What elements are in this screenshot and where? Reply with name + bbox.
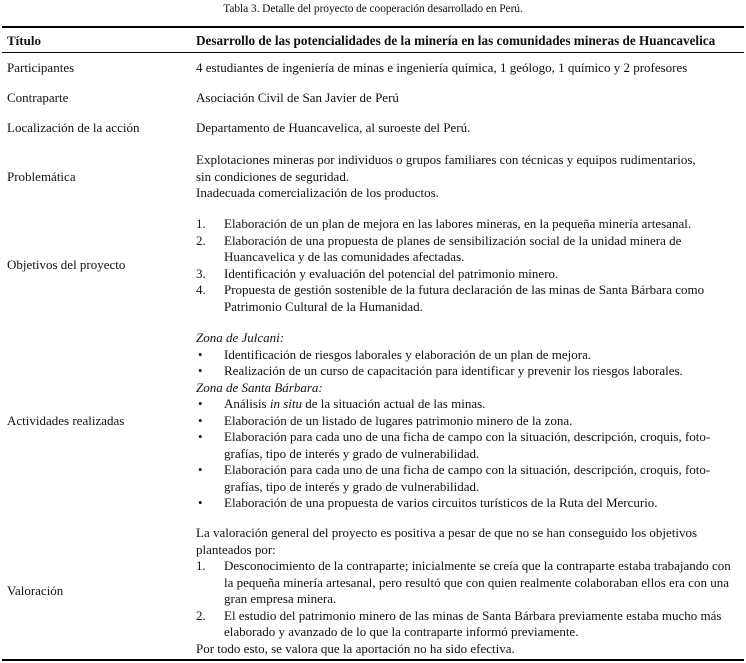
project-title: Desarrollo de las potencialidades de la minería en las comunidades mineras de Huancavelica	[196, 33, 716, 48]
list-item	[196, 233, 736, 266]
bullet-icon: •	[198, 495, 203, 510]
bullet-icon: •	[198, 429, 203, 444]
item-text: Propuesta de gestión sostenible de la futura declaración de las minas de Santa Bárbara como Patrimonio Cultural de la Humanidad.	[224, 282, 705, 314]
row-value: Asociación Civil de San Javier de Perú	[196, 90, 399, 105]
objectives-list	[196, 216, 736, 315]
row-label: Participantes	[7, 60, 75, 75]
text-line: sin condiciones de seguridad.	[196, 168, 350, 184]
row-label: Valoración	[7, 583, 64, 598]
item-text: Elaboración de un listado de lugares patrimonio minero de la zona.	[224, 412, 573, 428]
outro-text: Por todo esto, se valora que la aportación no ha sido efectiva.	[196, 640, 515, 656]
list-item	[196, 495, 736, 512]
item-number: 1.	[196, 558, 206, 573]
header-label: Título	[7, 33, 41, 48]
bullet-icon: •	[198, 462, 203, 477]
item-text: Elaboración de una propuesta de planes de sensibilización social de la unidad minera de Huancavelica y de las comunidades afectadas.	[224, 232, 682, 264]
row-label: Objetivos del proyecto	[7, 257, 126, 272]
list-item	[196, 266, 736, 283]
bullet-icon: •	[198, 346, 203, 362]
bullet-icon: •	[198, 363, 203, 378]
zone-heading: Zona de Santa Bárbara:	[196, 379, 323, 395]
list-item	[196, 347, 736, 364]
bullet-icon: •	[198, 396, 203, 411]
table-caption: Tabla 3. Detalle del proyecto de cooperación desarrollado en Perú.	[223, 3, 523, 15]
zone-heading: Zona de Julcani:	[196, 330, 285, 345]
item-text: Elaboración para cada uno de una ficha de campo con la situación, descripción, croquis, foto-grafías, tipo de interés y grado de vulnerabilidad.	[224, 429, 711, 461]
row-value: 4 estudiantes de ingeniería de minas e ingeniería química, 1 geólogo, 1 químico y 2 profesores	[196, 60, 688, 75]
list-item	[196, 396, 736, 413]
activities-list	[196, 330, 736, 512]
list-item	[196, 282, 736, 315]
item-text: Elaboración para cada uno de una ficha de campo con la situación, descripción, croquis, foto-grafías, tipo de interés y grado de vulnerabilidad.	[224, 462, 711, 494]
item-text: Elaboración de un plan de mejora en las labores mineras, en la pequeña minería artesanal.	[224, 216, 692, 231]
row-label: Localización de la acción	[7, 120, 140, 135]
assessment	[196, 525, 736, 657]
item-text: de la situación actual de las minas.	[302, 396, 486, 411]
item-number: 1.	[196, 216, 206, 231]
row-value	[196, 152, 744, 202]
item-text-italic: in situ	[269, 396, 303, 411]
item-text: Análisis	[224, 396, 270, 411]
item-number: 2.	[196, 232, 206, 248]
row-label: Contraparte	[7, 90, 69, 105]
item-text: Identificación de riesgos laborales y elaboración de un plan de mejora.	[224, 346, 592, 362]
item-number: 4.	[196, 282, 206, 297]
list-item	[196, 429, 736, 462]
intro-text: La valoración general del proyecto es positiva a pesar de que no se han conseguido los objetivos planteados por:	[196, 525, 698, 557]
list-item	[196, 413, 736, 430]
list-item	[196, 216, 736, 233]
item-text: El estudio del patrimonio minero de las minas de Santa Bárbara previamente estaba mucho más elaborado y avanzado de lo que la contraparte informó previamente.	[224, 607, 722, 639]
row-label: Actividades realizadas	[7, 413, 125, 428]
row-value: Departamento de Huancavelica, al suroeste del Perú.	[196, 120, 471, 135]
list-item	[196, 462, 736, 495]
list-item	[196, 608, 736, 641]
list-item	[196, 363, 736, 380]
row-label: Problemática	[7, 169, 76, 184]
bullet-icon: •	[198, 412, 203, 428]
item-text: Elaboración de una propuesta de varios circuitos turísticos de la Ruta del Mercurio.	[224, 495, 658, 510]
text-line: Inadecuada comercialización de los productos.	[196, 185, 439, 200]
table-top-rule	[2, 26, 744, 28]
list-item	[196, 558, 736, 608]
item-text: Realización de un curso de capacitación para identificar y prevenir los riesgos laborales.	[224, 363, 683, 378]
item-text: Desconocimiento de la contraparte; inicialmente se creía que la contraparte estaba trabajando con la pequeña minería artesanal, pero resultó que con quien realmente colaboraban ellos era con una gran empresa minera.	[224, 558, 731, 606]
item-number: 3.	[196, 265, 206, 281]
item-text: Identificación y evaluación del potencial del patrimonio minero.	[224, 265, 559, 281]
item-number: 2.	[196, 607, 206, 623]
header-rule	[2, 52, 744, 53]
text-line: Explotaciones mineras por individuos o grupos familiares con técnicas y equipos rudimentarios,	[196, 152, 696, 167]
table-bottom-rule	[2, 659, 744, 661]
